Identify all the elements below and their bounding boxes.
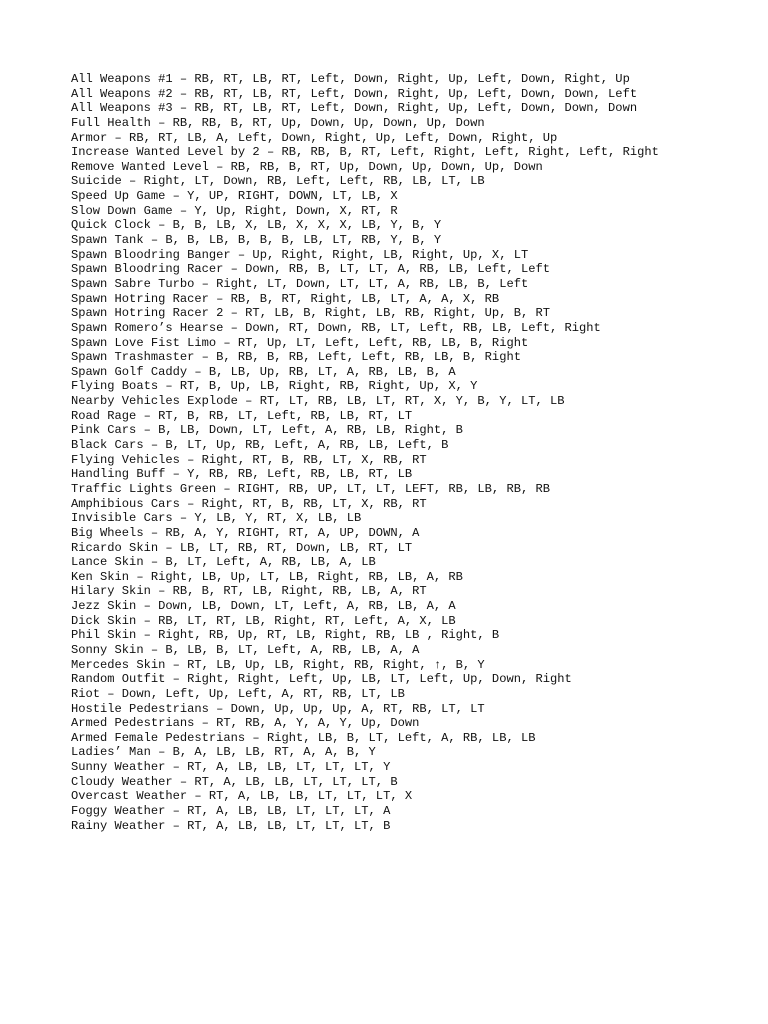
cheat-line: Armed Pedestrians – RT, RB, A, Y, A, Y, Up, Down: [71, 716, 420, 731]
cheat-line: Speed Up Game – Y, UP, RIGHT, DOWN, LT, LB, X: [71, 189, 398, 204]
cheat-line: Spawn Hotring Racer – RB, B, RT, Right, LB, LT, A, A, X, RB: [71, 291, 500, 306]
cheat-line: Suicide – Right, LT, Down, RB, Left, Left, RB, LB, LT, LB: [71, 174, 485, 189]
cheat-line: Phil Skin – Right, RB, Up, RT, LB, Right, RB, LB , Right, B: [71, 628, 500, 643]
cheat-line: Spawn Bloodring Banger – Up, Right, Right, LB, Right, Up, X, LT: [71, 247, 529, 262]
cheat-line: All Weapons #2 – RB, RT, LB, RT, Left, Down, Right, Up, Left, Down, Down, Left: [71, 86, 638, 101]
cheat-line: All Weapons #3 – RB, RT, LB, RT, Left, Down, Right, Up, Left, Down, Down, Down: [71, 101, 638, 116]
cheat-line: Armor – RB, RT, LB, A, Left, Down, Right, Up, Left, Down, Right, Up: [71, 130, 558, 145]
cheat-line: Lance Skin – B, LT, Left, A, RB, LB, A, LB: [71, 555, 376, 570]
cheat-line: Ricardo Skin – LB, LT, RB, RT, Down, LB, RT, LT: [71, 540, 413, 555]
cheat-line: Riot – Down, Left, Up, Left, A, RT, RB, LT, LB: [71, 686, 405, 701]
cheat-line: Amphibious Cars – Right, RT, B, RB, LT, X, RB, RT: [71, 496, 427, 511]
cheat-line: Spawn Love Fist Limo – RT, Up, LT, Left, Left, RB, LB, B, Right: [71, 335, 529, 350]
cheat-line: Rainy Weather – RT, A, LB, LB, LT, LT, LT, B: [71, 818, 391, 833]
cheat-line: Dick Skin – RB, LT, RT, LB, Right, RT, Left, A, X, LB: [71, 613, 456, 628]
cheat-line: Invisible Cars – Y, LB, Y, RT, X, LB, LB: [71, 511, 362, 526]
cheat-line: Spawn Romero’s Hearse – Down, RT, Down, RB, LT, Left, RB, LB, Left, Right: [71, 320, 601, 335]
cheat-line: Black Cars – B, LT, Up, RB, Left, A, RB, LB, Left, B: [71, 438, 449, 453]
cheat-line: Increase Wanted Level by 2 – RB, RB, B, RT, Left, Right, Left, Right, Left, Right: [71, 145, 659, 160]
cheat-line: Jezz Skin – Down, LB, Down, LT, Left, A, RB, LB, A, A: [71, 599, 456, 614]
cheat-line: Sunny Weather – RT, A, LB, LB, LT, LT, LT, Y: [71, 760, 391, 775]
cheat-line: Flying Vehicles – Right, RT, B, RB, LT, X, RB, RT: [71, 452, 427, 467]
cheat-line: Sonny Skin – B, LB, B, LT, Left, A, RB, LB, A, A: [71, 642, 420, 657]
cheat-line: Flying Boats – RT, B, Up, LB, Right, RB, Right, Up, X, Y: [71, 379, 478, 394]
cheat-line: Spawn Tank – B, B, LB, B, B, B, LB, LT, RB, Y, B, Y: [71, 233, 442, 248]
cheat-line: Traffic Lights Green – RIGHT, RB, UP, LT, LT, LEFT, RB, LB, RB, RB: [71, 481, 550, 496]
cheat-line: Ken Skin – Right, LB, Up, LT, LB, Right, RB, LB, A, RB: [71, 569, 463, 584]
cheat-line: Slow Down Game – Y, Up, Right, Down, X, RT, R: [71, 203, 398, 218]
cheat-line: Road Rage – RT, B, RB, LT, Left, RB, LB, RT, LT: [71, 408, 413, 423]
cheat-line: Pink Cars – B, LB, Down, LT, Left, A, RB, LB, Right, B: [71, 423, 463, 438]
cheat-line: Big Wheels – RB, A, Y, RIGHT, RT, A, UP, DOWN, A: [71, 525, 420, 540]
cheat-line: Spawn Golf Caddy – B, LB, Up, RB, LT, A, RB, LB, B, A: [71, 364, 456, 379]
cheat-line: Foggy Weather – RT, A, LB, LB, LT, LT, LT, A: [71, 804, 391, 819]
cheat-line: Spawn Bloodring Racer – Down, RB, B, LT, LT, A, RB, LB, Left, Left: [71, 262, 550, 277]
cheat-line: Spawn Hotring Racer 2 – RT, LB, B, Right, LB, RB, Right, Up, B, RT: [71, 306, 550, 321]
cheat-line: Hilary Skin – RB, B, RT, LB, Right, RB, LB, A, RT: [71, 584, 427, 599]
cheat-line: Ladies’ Man – B, A, LB, LB, RT, A, A, B, Y: [71, 745, 376, 760]
cheat-line: Hostile Pedestrians – Down, Up, Up, Up, A, RT, RB, LT, LT: [71, 701, 485, 716]
cheat-line: Cloudy Weather – RT, A, LB, LB, LT, LT, LT, B: [71, 774, 398, 789]
cheat-line: Random Outfit – Right, Right, Left, Up, LB, LT, Left, Up, Down, Right: [71, 672, 572, 687]
cheat-code-list: [71, 72, 659, 833]
cheat-line: Nearby Vehicles Explode – RT, LT, RB, LB, LT, RT, X, Y, B, Y, LT, LB: [71, 394, 565, 409]
cheat-line: Remove Wanted Level – RB, RB, B, RT, Up, Down, Up, Down, Up, Down: [71, 159, 543, 174]
cheat-line: Spawn Sabre Turbo – Right, LT, Down, LT, LT, A, RB, LB, B, Left: [71, 276, 529, 291]
cheat-line: Armed Female Pedestrians – Right, LB, B, LT, Left, A, RB, LB, LB: [71, 730, 536, 745]
cheat-line: Full Health – RB, RB, B, RT, Up, Down, Up, Down, Up, Down: [71, 115, 485, 130]
cheat-line: Spawn Trashmaster – B, RB, B, RB, Left, Left, RB, LB, B, Right: [71, 350, 521, 365]
cheat-line: Handling Buff – Y, RB, RB, Left, RB, LB, RT, LB: [71, 467, 413, 482]
cheat-line: Mercedes Skin – RT, LB, Up, LB, Right, RB, Right, ↑, B, Y: [71, 657, 485, 672]
cheat-line: Overcast Weather – RT, A, LB, LB, LT, LT, LT, X: [71, 789, 413, 804]
cheat-line: Quick Clock – B, B, LB, X, LB, X, X, X, LB, Y, B, Y: [71, 218, 442, 233]
cheat-line: All Weapons #1 – RB, RT, LB, RT, Left, Down, Right, Up, Left, Down, Right, Up: [71, 72, 630, 86]
